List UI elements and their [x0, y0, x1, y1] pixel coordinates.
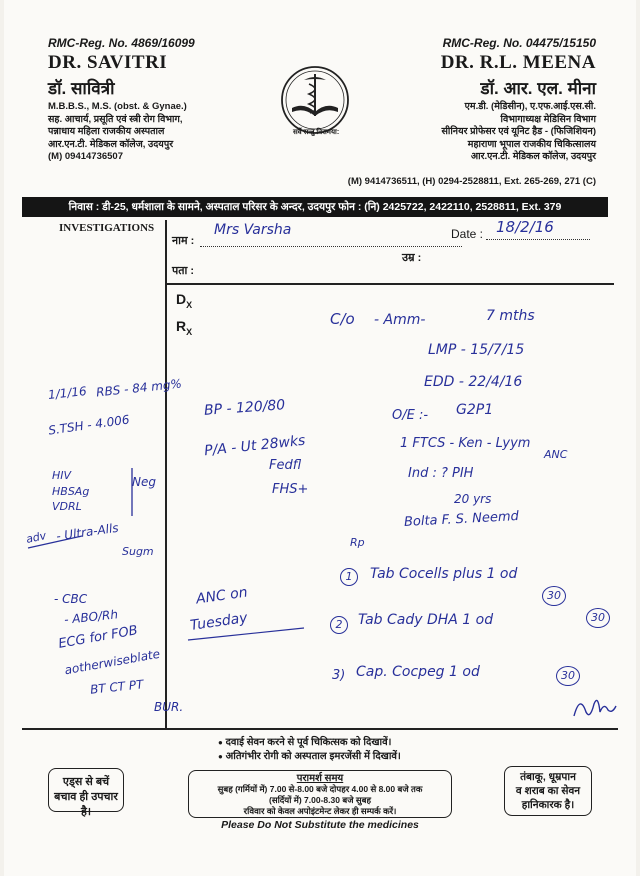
hw-left-sugm: Sugm	[122, 545, 154, 558]
hw-left-btct: BT CT PT	[89, 677, 145, 697]
right-designation: सीनियर प्रोफेसर एवं यूनिट हैड - (फिजिशियन)	[441, 126, 596, 137]
left-degrees: M.B.B.S., M.S. (obst. & Gynae.)	[48, 101, 187, 112]
footer-note-2-text: अतिगंभीर रोगी को अस्पताल इमरजेंसी में दिखावें।	[225, 751, 401, 762]
tobacco-line-1: तंबाकू, धूम्रपान	[520, 771, 576, 783]
left-doctor-name: DR. SAVITRI	[48, 52, 168, 73]
date-label: Date :	[451, 227, 484, 241]
hw-left-neg: Neg	[132, 475, 156, 489]
aids-box	[48, 768, 124, 818]
hw-rx-med-2: Tab Cady DHA 1 od	[358, 612, 494, 628]
hw-right-bolta: Bolta F. S. Neemd	[403, 509, 520, 530]
hw-mid-pa: P/A - Ut 28wks	[203, 432, 307, 460]
hw-left-vdrl: VDRL	[52, 500, 82, 513]
hw-right-yrs: 20 yrs	[454, 492, 492, 506]
address-label: पता :	[172, 265, 195, 277]
hw-left-adv: adv	[24, 529, 48, 546]
hw-rx-qty-3: 30	[556, 666, 580, 686]
hw-right-mths: 7 mths	[486, 308, 535, 324]
tobacco-box	[504, 766, 592, 816]
tobacco-line-3: हानिकारक है।	[521, 799, 575, 811]
right-doctor-name: DR. R.L. MEENA	[440, 52, 596, 73]
left-mobile: (M) 09414736507	[48, 151, 123, 162]
hw-right-edd: EDD - 22/4/16	[424, 374, 523, 390]
hw-rx-number-2: 2	[330, 616, 348, 634]
dx-label	[176, 291, 192, 310]
hw-rx-med-3: Cap. Cocpeg 1 od	[356, 664, 480, 680]
footer-note-1: ● दवाई सेवन करने से पूर्व चिकित्सक को दिखावें।	[218, 737, 392, 748]
dx-sub: X	[186, 299, 193, 310]
hw-rx-rp: Rp	[350, 536, 365, 549]
hw-right-amm: - Amm-	[374, 312, 426, 328]
hw-mid-bp: BP - 120/80	[203, 397, 286, 419]
rx-letter: R	[176, 318, 187, 334]
hw-mid-fhs: FHS+	[272, 482, 309, 497]
hw-right-ftcs: 1 FTCS - Ken - Lyym	[400, 436, 531, 451]
right-hospital: महाराणा भूपाल राजकीय चिकित्सालय	[467, 138, 596, 150]
hw-mid-tuesday: Tuesday	[189, 610, 249, 634]
hw-mid-underline	[184, 620, 314, 650]
left-doctor-name-hindi: डॉ. सावित्री	[48, 79, 115, 98]
hw-rx-number-1: 1	[340, 568, 358, 586]
hw-right-co: C/o	[330, 310, 355, 328]
left-doctor-details	[48, 101, 187, 164]
name-line	[200, 246, 462, 247]
hw-right-lmp: LMP - 15/7/15	[428, 342, 525, 358]
hw-right-anc: ANC	[544, 448, 568, 461]
hw-left-ultra: - Ultra-Alls	[55, 520, 120, 544]
timing-title: परामर्श समय	[296, 773, 344, 784]
prescription-page	[4, 0, 636, 876]
timing-line-2: (सर्दियों में) 7.00-8.30 बजे सुबह	[269, 795, 371, 805]
hw-left-otherwise: aotherwiseblate	[63, 646, 161, 678]
hw-rx-qty-2: 30	[586, 608, 610, 628]
hw-left-ecg: ECG for FOB	[57, 623, 139, 652]
name-label: नाम :	[172, 235, 195, 247]
hw-left-tsh: S.TSH - 4.006	[47, 412, 131, 438]
right-college: आर.एन.टी. मेडिकल कॉलेज, उदयपुर	[470, 151, 596, 162]
hw-left-bur: BUR.	[154, 700, 184, 714]
hw-left-hbsag: HBSAg	[52, 485, 90, 498]
rx-label	[176, 318, 192, 337]
left-hospital: पन्नाधाय महिला राजकीय अस्पताल	[48, 126, 165, 137]
doctor-signature	[570, 690, 620, 724]
consultation-timing-box	[188, 770, 452, 818]
substitute-note: Please Do Not Substitute the medicines	[221, 819, 419, 831]
hw-rx-qty-1: 30	[542, 586, 566, 606]
hw-left-aborh: - ABO/Rh	[63, 607, 119, 627]
aids-line-2: बचाव ही उपचार है।	[54, 791, 118, 818]
form-divider-horizontal	[165, 283, 614, 285]
caduceus-icon	[280, 62, 350, 138]
left-college: आर.एन.टी. मेडिकल कॉलेज, उदयपुर	[48, 138, 174, 150]
right-doctor-reg: RMC-Reg. No. 04475/15150	[442, 36, 596, 50]
left-designation: सह. आचार्य, प्रसूति एवं स्त्री रोग विभाग,	[48, 113, 183, 125]
date-value: 18/2/16	[496, 218, 554, 236]
hw-left-cbc: - CBC	[54, 592, 88, 606]
investigations-label: INVESTIGATIONS	[59, 222, 155, 234]
right-department: विभागाध्यक्ष मेडिसिन विभाग	[500, 113, 596, 125]
right-phones: (M) 9414736511, (H) 0294-2528811, Ext. 265-269, 271 (C)	[347, 176, 596, 187]
date-line	[486, 239, 590, 240]
dx-letter: D	[176, 291, 187, 307]
hw-right-ind: Ind : ? PIH	[408, 466, 474, 481]
medical-logo	[280, 62, 350, 138]
hw-left-hiv: HIV	[52, 469, 72, 482]
rx-sub: X	[186, 326, 193, 337]
right-doctor-details	[441, 101, 596, 164]
timing-line-1: सुबह (गर्मियों में) 7.00 से-8.00 बजे दोपहर 4.00 से 8.00 बजे तक	[217, 784, 423, 794]
aids-line-1: एड्स से बचें	[62, 776, 110, 788]
hw-rx-med-1: Tab Cocells plus 1 od	[370, 566, 518, 582]
address-bar: निवास : डी-25, धर्मशाला के सामने, अस्पताल परिसर के अन्दर, उदयपुर फोन : (नि) 2425722, 2422110, 2528811, Ext. 379	[22, 197, 608, 217]
timing-line-3: रविवार को केवल अपोइंटमेन्ट लेकर ही सम्पर्क करें।	[243, 806, 397, 816]
hw-right-g2p1: G2P1	[456, 402, 494, 418]
hw-rx-number-3: 3)	[332, 668, 346, 683]
age-label: उम्र :	[402, 252, 422, 264]
hw-left-date: 1/1/16	[47, 384, 88, 402]
left-doctor-reg: RMC-Reg. No. 4869/16099	[48, 36, 195, 50]
footer-note-1-text: दवाई सेवन करने से पूर्व चिकित्सक को दिखावें।	[225, 737, 392, 748]
hw-mid-anc: ANC on	[195, 584, 249, 608]
hw-mid-fedfl: Fedfl	[269, 458, 302, 473]
hw-left-marks	[22, 370, 167, 730]
logo-motto: सर्वे सन्तु निरामया:	[293, 129, 340, 136]
footer-note-2: ● अतिगंभीर रोगी को अस्पताल इमरजेंसी में दिखावें।	[218, 751, 401, 762]
right-doctor-name-hindi: डॉ. आर. एल. मीना	[480, 79, 596, 98]
hw-left-rbs: RBS - 84 mg%	[95, 376, 183, 400]
patient-name: Mrs Varsha	[214, 222, 292, 238]
tobacco-line-2: व शराब का सेवन	[515, 785, 581, 797]
right-degrees: एम.डी. (मेडिसीन), ए.एफ.आई.एस.सी.	[464, 101, 596, 112]
hw-right-oe: O/E :-	[392, 408, 429, 423]
